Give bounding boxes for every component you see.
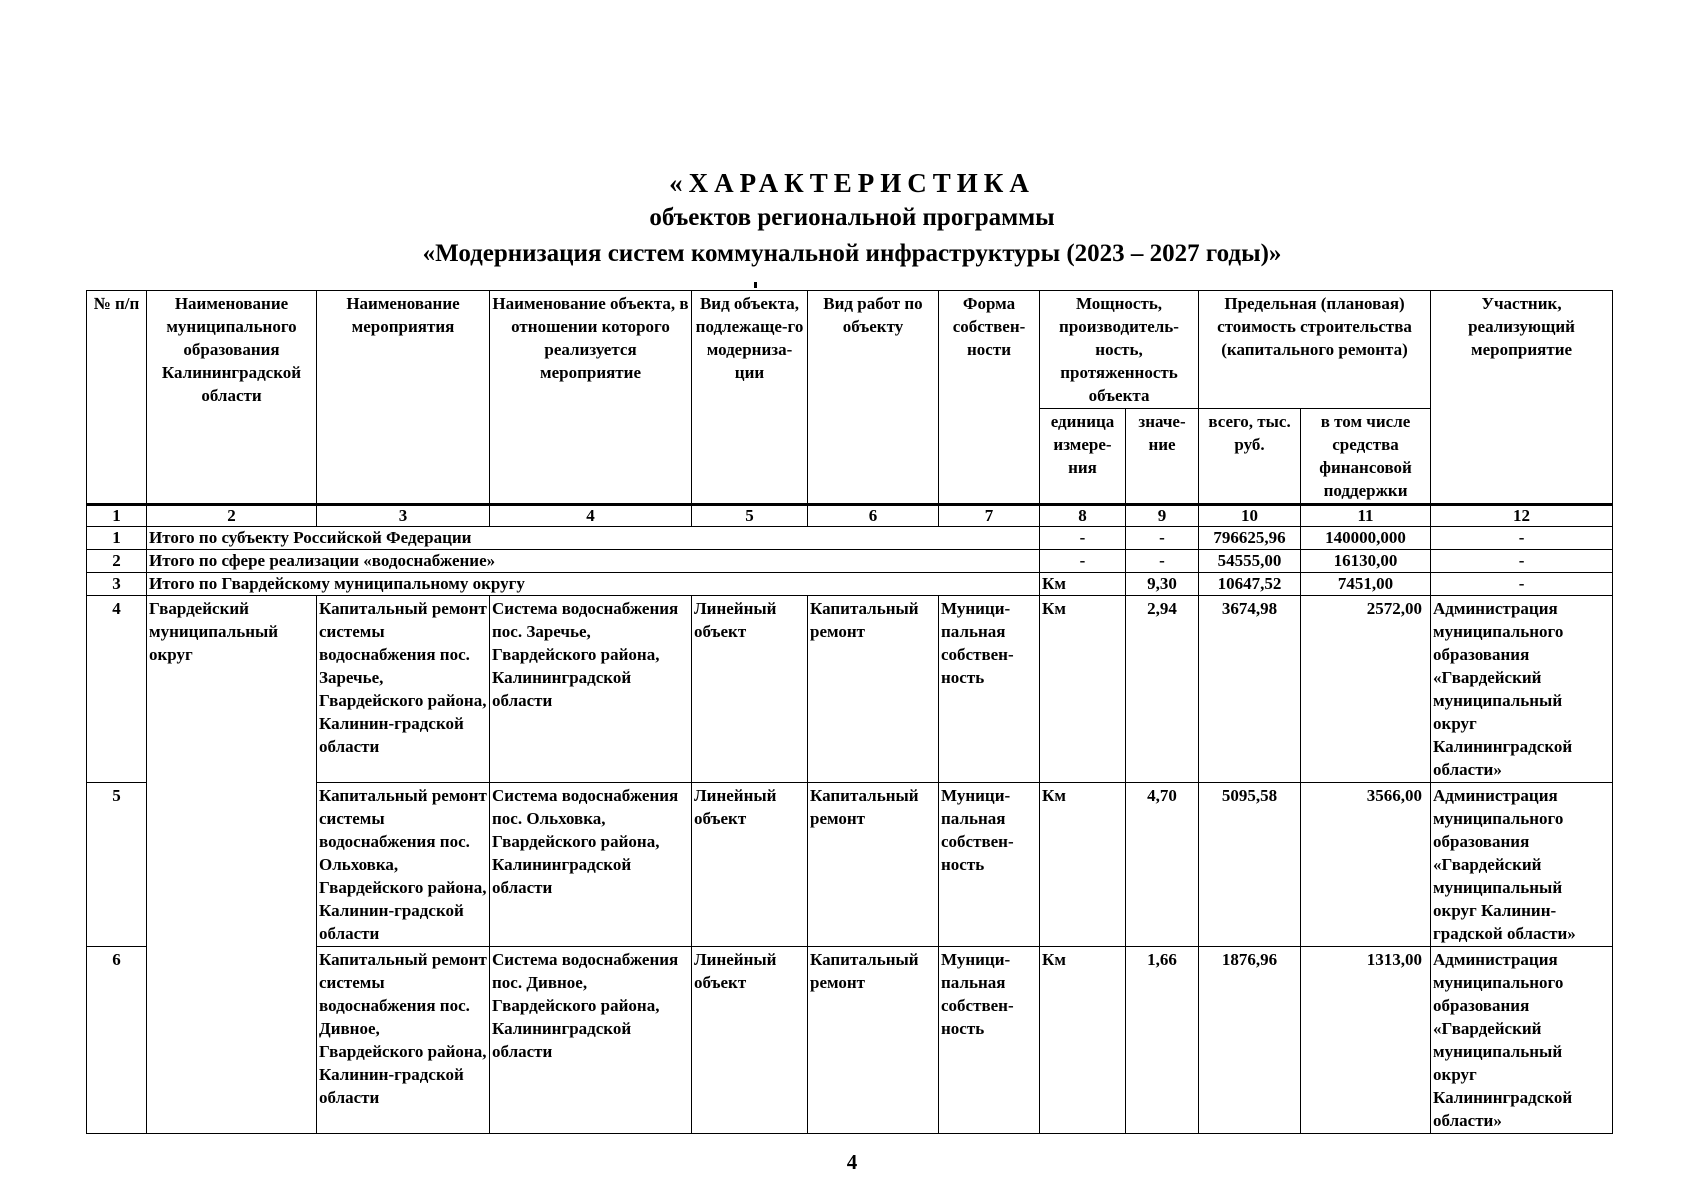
- col-number: 11: [1301, 505, 1431, 527]
- row-number: 4: [87, 596, 147, 783]
- row-number: 1: [87, 527, 147, 550]
- object-type-cell: Линейный объект: [692, 596, 808, 783]
- header-capacity: Мощность, производитель-ность, протяженность объекта: [1040, 291, 1199, 409]
- objects-table: [86, 290, 1613, 1134]
- unit-cell: Км: [1040, 596, 1126, 783]
- col-number: 9: [1126, 505, 1199, 527]
- column-numbers-row: [87, 505, 1613, 527]
- scan-mark: [754, 282, 757, 288]
- participant-cell: -: [1431, 527, 1613, 550]
- participant-cell: -: [1431, 550, 1613, 573]
- support-cell: 140000,000: [1301, 527, 1431, 550]
- object-cell: Система водоснабжения пос. Дивное, Гвардейского района, Калининградской области: [490, 947, 692, 1134]
- header-cost: Предельная (плановая) стоимость строительства (капитального ремонта): [1199, 291, 1431, 409]
- page-number: 4: [846, 1150, 858, 1174]
- col-number: 6: [808, 505, 939, 527]
- document-title: «ХАРАКТЕРИСТИКА: [669, 168, 1035, 198]
- header-row: [87, 291, 1613, 409]
- participant-cell: Администрация муниципального образования «Гвардейский муниципальный округ Калининградской области»: [1431, 947, 1613, 1134]
- participant-cell: -: [1431, 573, 1613, 596]
- measure-cell: Капитальный ремонт системы водоснабжения пос. Дивное, Гвардейского района, Калинин-градской области: [317, 947, 490, 1134]
- col-number: 7: [939, 505, 1040, 527]
- col-number: 5: [692, 505, 808, 527]
- object-type-cell: Линейный объект: [692, 947, 808, 1134]
- header-work-type: Вид работ по объекту: [808, 291, 939, 505]
- measure-cell: Капитальный ремонт системы водоснабжения пос. Заречье, Гвардейского района, Калинин-градской области: [317, 596, 490, 783]
- header-ownership: Форма собствен-ности: [939, 291, 1040, 505]
- unit-cell: -: [1040, 527, 1126, 550]
- document-subtitle: объектов региональной программы: [649, 204, 1055, 231]
- support-cell: 3566,00: [1301, 783, 1431, 947]
- col-number: 2: [147, 505, 317, 527]
- table-row: [87, 596, 1613, 783]
- col-number: 1: [87, 505, 147, 527]
- total-cell: 796625,96: [1199, 527, 1301, 550]
- work-type-cell: Капитальный ремонт: [808, 596, 939, 783]
- value-cell: 9,30: [1126, 573, 1199, 596]
- unit-cell: -: [1040, 550, 1126, 573]
- unit-cell: Км: [1040, 947, 1126, 1134]
- support-cell: 7451,00: [1301, 573, 1431, 596]
- header-object: Наименование объекта, в отношении которого реализуется мероприятие: [490, 291, 692, 505]
- value-cell: 2,94: [1126, 596, 1199, 783]
- total-cell: 5095,58: [1199, 783, 1301, 947]
- summary-row: [87, 550, 1613, 573]
- work-type-cell: Капитальный ремонт: [808, 783, 939, 947]
- row-number: 5: [87, 783, 147, 947]
- program-name: «Модернизация систем коммунальной инфраструктуры (2023 – 2027 годы)»: [422, 240, 1282, 267]
- summary-label: Итого по сфере реализации «водоснабжение»: [147, 550, 1040, 573]
- ownership-cell: Муници-пальная собствен-ность: [939, 947, 1040, 1134]
- header-total: всего, тыс. руб.: [1199, 409, 1301, 505]
- header-support: в том числе средства финансовой поддержки: [1301, 409, 1431, 505]
- work-type-cell: Капитальный ремонт: [808, 947, 939, 1134]
- total-cell: 54555,00: [1199, 550, 1301, 573]
- row-number: 6: [87, 947, 147, 1134]
- row-number: 2: [87, 550, 147, 573]
- value-cell: -: [1126, 527, 1199, 550]
- value-cell: 1,66: [1126, 947, 1199, 1134]
- col-number: 4: [490, 505, 692, 527]
- value-cell: -: [1126, 550, 1199, 573]
- object-cell: Система водоснабжения пос. Заречье, Гвардейского района, Калининградской области: [490, 596, 692, 783]
- header-unit: единица измере-ния: [1040, 409, 1126, 505]
- header-participant: Участник, реализующий мероприятие: [1431, 291, 1613, 505]
- ownership-cell: Муници-пальная собствен-ность: [939, 783, 1040, 947]
- participant-cell: Администрация муниципального образования «Гвардейский муниципальный округ Калинин-градской области»: [1431, 783, 1613, 947]
- summary-label: Итого по Гвардейскому муниципальному округу: [147, 573, 1040, 596]
- support-cell: 2572,00: [1301, 596, 1431, 783]
- col-number: 8: [1040, 505, 1126, 527]
- header-num: № п/п: [87, 291, 147, 505]
- value-cell: 4,70: [1126, 783, 1199, 947]
- participant-cell: Администрация муниципального образования «Гвардейский муниципальный округ Калининградской области»: [1431, 596, 1613, 783]
- municipality-cell: Гвардейский муниципальный округ: [147, 596, 317, 1134]
- col-number: 12: [1431, 505, 1613, 527]
- unit-cell: Км: [1040, 573, 1126, 596]
- header-measure: Наименование мероприятия: [317, 291, 490, 505]
- total-cell: 10647,52: [1199, 573, 1301, 596]
- support-cell: 1313,00: [1301, 947, 1431, 1134]
- summary-row: [87, 573, 1613, 596]
- header-object-type: Вид объекта, подлежаще-го модерниза-ции: [692, 291, 808, 505]
- unit-cell: Км: [1040, 783, 1126, 947]
- object-cell: Система водоснабжения пос. Ольховка, Гвардейского района, Калининградской области: [490, 783, 692, 947]
- summary-label: Итого по субъекту Российской Федерации: [147, 527, 1040, 550]
- summary-row: [87, 527, 1613, 550]
- total-cell: 3674,98: [1199, 596, 1301, 783]
- header-value: значе-ние: [1126, 409, 1199, 505]
- support-cell: 16130,00: [1301, 550, 1431, 573]
- row-number: 3: [87, 573, 147, 596]
- total-cell: 1876,96: [1199, 947, 1301, 1134]
- header-municipality: Наименование муниципального образования Калининградской области: [147, 291, 317, 505]
- measure-cell: Капитальный ремонт системы водоснабжения пос. Ольховка, Гвардейского района, Калинин-градской области: [317, 783, 490, 947]
- col-number: 3: [317, 505, 490, 527]
- col-number: 10: [1199, 505, 1301, 527]
- ownership-cell: Муници-пальная собствен-ность: [939, 596, 1040, 783]
- object-type-cell: Линейный объект: [692, 783, 808, 947]
